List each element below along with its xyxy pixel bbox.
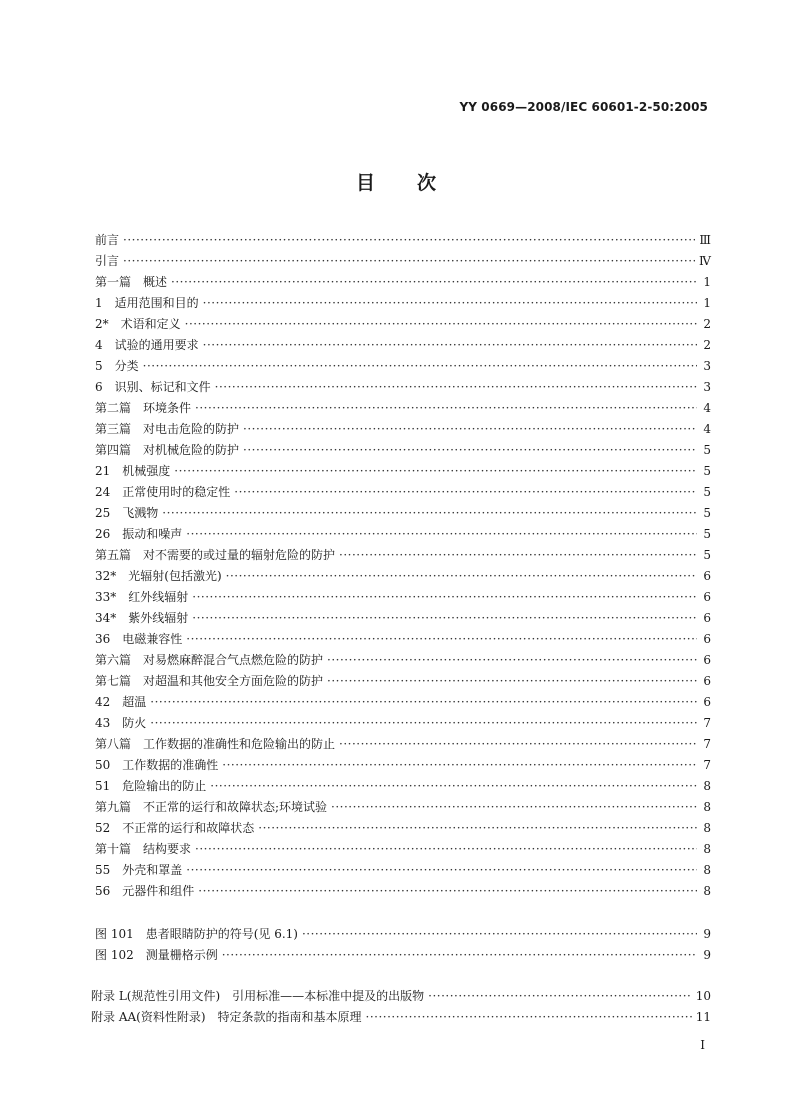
- toc-entry[interactable]: [95, 755, 711, 776]
- toc-entry-page: 5: [703, 506, 711, 520]
- toc-entry-page: 3: [703, 380, 711, 394]
- toc-entry[interactable]: [95, 881, 711, 902]
- dot-leader: [186, 860, 697, 881]
- toc-entry-page: 8: [703, 863, 711, 877]
- dot-leader: [143, 356, 697, 377]
- toc-entry[interactable]: [95, 461, 711, 482]
- toc-entry-label: 第二篇 环境条件: [95, 401, 192, 415]
- toc-entry[interactable]: [95, 419, 711, 440]
- toc-entry[interactable]: [95, 797, 711, 818]
- toc-entry-page: 7: [703, 716, 711, 730]
- toc-entry-page: 2: [703, 317, 711, 331]
- toc-entry-label: 25 飞溅物: [95, 506, 159, 520]
- toc-entry-label: 第五篇 对不需要的或过量的辐射危险的防护: [95, 548, 336, 562]
- toc-entry-page: 1: [703, 296, 711, 310]
- dot-leader: [174, 461, 697, 482]
- toc-entry[interactable]: [95, 860, 711, 881]
- toc-entry-page: Ⅲ: [699, 233, 711, 247]
- toc-entry[interactable]: [91, 1007, 711, 1028]
- toc-entry-label: 第十篇 结构要求: [95, 842, 192, 856]
- toc-entry-label: 4 试验的通用要求: [95, 338, 199, 352]
- toc-entry-page: 7: [703, 758, 711, 772]
- toc-entry[interactable]: [95, 839, 711, 860]
- dot-leader: [210, 776, 697, 797]
- dot-leader: [203, 335, 697, 356]
- toc-entry-label: 32* 光辐射(包括激光): [95, 569, 222, 583]
- dot-leader: [186, 629, 697, 650]
- toc-entry-label: 图 101 患者眼睛防护的符号(见 6.1): [95, 927, 298, 941]
- toc-entry-label: 43 防火: [95, 716, 147, 730]
- table-of-contents: [95, 230, 711, 902]
- toc-entry[interactable]: [95, 608, 711, 629]
- dot-leader: [302, 924, 697, 945]
- dot-leader: [150, 692, 697, 713]
- toc-entry-page: 1: [703, 275, 711, 289]
- toc-entry-page: Ⅳ: [699, 254, 711, 268]
- toc-entry-label: 33* 红外线辐射: [95, 590, 189, 604]
- toc-entry[interactable]: [95, 566, 711, 587]
- dot-leader: [215, 377, 697, 398]
- toc-entry[interactable]: [95, 713, 711, 734]
- toc-entry-page: 7: [703, 737, 711, 751]
- toc-entry-label: 第六篇 对易燃麻醉混合气点燃危险的防护: [95, 653, 324, 667]
- toc-entry-page: 5: [703, 443, 711, 457]
- toc-entry[interactable]: [95, 587, 711, 608]
- toc-entry[interactable]: [95, 482, 711, 503]
- dot-leader: [258, 818, 697, 839]
- toc-entry-label: 第一篇 概述: [95, 275, 168, 289]
- page-title: [0, 168, 792, 195]
- toc-entry-page: 9: [703, 948, 711, 962]
- toc-entry[interactable]: [95, 230, 711, 251]
- toc-entry[interactable]: [95, 945, 711, 966]
- toc-entry-label: 24 正常使用时的稳定性: [95, 485, 231, 499]
- toc-entry-page: 8: [703, 821, 711, 835]
- toc-entry[interactable]: [95, 524, 711, 545]
- toc-entry-label: 21 机械强度: [95, 464, 171, 478]
- toc-entry[interactable]: [95, 650, 711, 671]
- dot-leader: [192, 608, 697, 629]
- title-part-2: 次: [417, 172, 437, 194]
- toc-entry[interactable]: [95, 503, 711, 524]
- toc-entry-page: 10: [695, 989, 711, 1003]
- toc-entry-page: 5: [703, 548, 711, 562]
- toc-entry-page: 9: [703, 927, 711, 941]
- toc-entry[interactable]: [95, 356, 711, 377]
- toc-entry[interactable]: [91, 986, 711, 1007]
- toc-entry-page: 6: [703, 611, 711, 625]
- toc-entry[interactable]: [95, 629, 711, 650]
- dot-leader: [195, 398, 697, 419]
- dot-leader: [234, 482, 697, 503]
- dot-leader: [428, 986, 692, 1007]
- toc-entry-page: 2: [703, 338, 711, 352]
- dot-leader: [366, 1007, 692, 1028]
- toc-entry-page: 6: [703, 569, 711, 583]
- dot-leader: [331, 797, 697, 818]
- toc-entry-label: 引言: [95, 254, 120, 268]
- toc-entry-page: 6: [703, 590, 711, 604]
- toc-entry[interactable]: [95, 545, 711, 566]
- dot-leader: [185, 314, 697, 335]
- toc-entry-label: 6 识别、标记和文件: [95, 380, 211, 394]
- toc-entry-page: 6: [703, 695, 711, 709]
- toc-entry-page: 5: [703, 464, 711, 478]
- toc-entry-page: 6: [703, 632, 711, 646]
- toc-entry[interactable]: [95, 293, 711, 314]
- toc-entry-label: 36 电磁兼容性: [95, 632, 183, 646]
- toc-entry-label: 50 工作数据的准确性: [95, 758, 219, 772]
- toc-entry-page: 4: [703, 422, 711, 436]
- dot-leader: [123, 230, 695, 251]
- dot-leader: [243, 419, 697, 440]
- annex-list: [91, 986, 711, 1028]
- dot-leader: [226, 566, 697, 587]
- dot-leader: [162, 503, 697, 524]
- toc-entry[interactable]: [95, 272, 711, 293]
- toc-entry-page: 6: [703, 653, 711, 667]
- toc-entry-label: 附录 L(规范性引用文件) 引用标准——本标准中提及的出版物: [91, 989, 425, 1003]
- toc-entry-label: 第九篇 不正常的运行和故障状态;环境试验: [95, 800, 328, 814]
- toc-entry-label: 5 分类: [95, 359, 139, 373]
- dot-leader: [222, 945, 697, 966]
- dot-leader: [327, 671, 697, 692]
- standard-number: YY 0669—2008/IEC 60601-2-50:2005: [459, 100, 708, 114]
- dot-leader: [150, 713, 697, 734]
- toc-entry-page: 11: [695, 1010, 711, 1024]
- figure-list: [95, 924, 711, 966]
- toc-entry-page: 8: [703, 779, 711, 793]
- toc-entry[interactable]: [95, 692, 711, 713]
- toc-entry[interactable]: [95, 314, 711, 335]
- toc-entry[interactable]: [95, 818, 711, 839]
- dot-leader: [243, 440, 697, 461]
- dot-leader: [186, 524, 697, 545]
- toc-entry-label: 26 振动和噪声: [95, 527, 183, 541]
- page-number: I: [700, 1038, 705, 1052]
- toc-entry-page: 5: [703, 485, 711, 499]
- toc-entry-label: 第四篇 对机械危险的防护: [95, 443, 240, 457]
- toc-entry-page: 8: [703, 800, 711, 814]
- toc-entry-label: 第三篇 对电击危险的防护: [95, 422, 240, 436]
- toc-entry-page: 3: [703, 359, 711, 373]
- toc-entry-page: 4: [703, 401, 711, 415]
- toc-entry[interactable]: [95, 335, 711, 356]
- toc-entry[interactable]: [95, 377, 711, 398]
- toc-entry[interactable]: [95, 251, 711, 272]
- toc-entry-label: 56 元器件和组件: [95, 884, 195, 898]
- toc-entry[interactable]: [95, 734, 711, 755]
- dot-leader: [192, 587, 697, 608]
- dot-leader: [339, 545, 697, 566]
- title-part-1: 目: [355, 172, 375, 194]
- toc-entry[interactable]: [95, 924, 711, 945]
- dot-leader: [203, 293, 697, 314]
- toc-entry-label: 附录 AA(资料性附录) 特定条款的指南和基本原理: [91, 1010, 362, 1024]
- toc-entry-page: 8: [703, 842, 711, 856]
- dot-leader: [339, 734, 697, 755]
- dot-leader: [327, 650, 697, 671]
- toc-entry[interactable]: [95, 776, 711, 797]
- toc-entry-label: 1 适用范围和目的: [95, 296, 199, 310]
- toc-entry[interactable]: [95, 398, 711, 419]
- toc-entry-label: 图 102 测量栅格示例: [95, 948, 218, 962]
- dot-leader: [171, 272, 697, 293]
- toc-entry-label: 第七篇 对超温和其他安全方面危险的防护: [95, 674, 324, 688]
- toc-entry-label: 55 外壳和罩盖: [95, 863, 183, 877]
- dot-leader: [123, 251, 695, 272]
- toc-entry[interactable]: [95, 440, 711, 461]
- dot-leader: [195, 839, 697, 860]
- dot-leader: [222, 755, 697, 776]
- toc-entry-label: 前言: [95, 233, 120, 247]
- toc-entry-label: 第八篇 工作数据的准确性和危险输出的防止: [95, 737, 336, 751]
- toc-entry-label: 51 危险输出的防止: [95, 779, 207, 793]
- toc-entry-label: 42 超温: [95, 695, 147, 709]
- dot-leader: [198, 881, 697, 902]
- toc-entry-page: 5: [703, 527, 711, 541]
- toc-entry[interactable]: [95, 671, 711, 692]
- toc-entry-label: 34* 紫外线辐射: [95, 611, 189, 625]
- toc-entry-page: 8: [703, 884, 711, 898]
- toc-entry-label: 52 不正常的运行和故障状态: [95, 821, 255, 835]
- toc-entry-label: 2* 术语和定义: [95, 317, 181, 331]
- toc-entry-page: 6: [703, 674, 711, 688]
